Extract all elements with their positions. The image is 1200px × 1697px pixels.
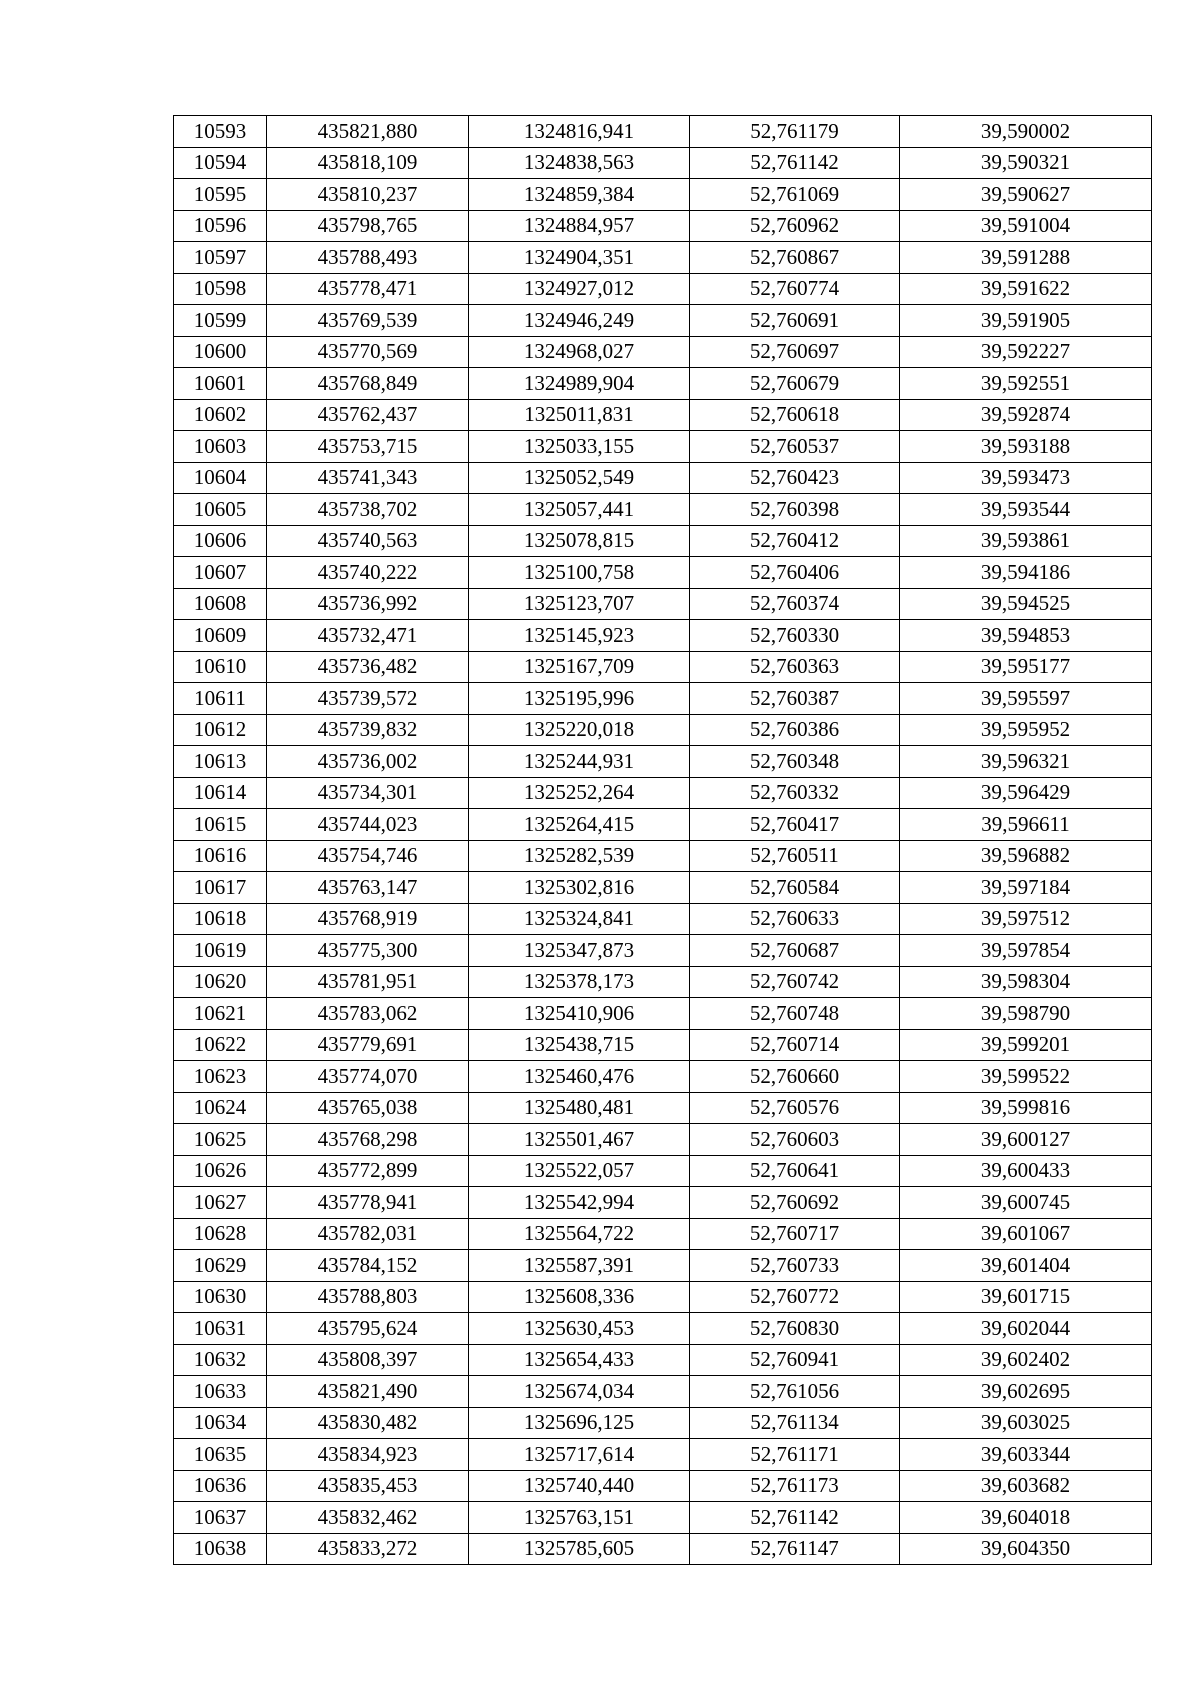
longitude-cell: 39,603025 [900, 1407, 1152, 1439]
table-row [174, 1092, 1152, 1124]
table-row [174, 336, 1152, 368]
latitude-cell: 52,760748 [690, 998, 900, 1030]
point-number-cell: 10634 [174, 1407, 267, 1439]
x-coordinate-cell: 435782,031 [267, 1218, 469, 1250]
y-coordinate-cell: 1324927,012 [469, 273, 690, 305]
longitude-cell: 39,592551 [900, 368, 1152, 400]
latitude-cell: 52,760733 [690, 1250, 900, 1282]
longitude-cell: 39,597184 [900, 872, 1152, 904]
y-coordinate-cell: 1325522,057 [469, 1155, 690, 1187]
point-number-cell: 10606 [174, 525, 267, 557]
longitude-cell: 39,595597 [900, 683, 1152, 715]
point-number-cell: 10599 [174, 305, 267, 337]
table-row [174, 1029, 1152, 1061]
latitude-cell: 52,760417 [690, 809, 900, 841]
x-coordinate-cell: 435736,992 [267, 588, 469, 620]
x-coordinate-cell: 435779,691 [267, 1029, 469, 1061]
y-coordinate-cell: 1325410,906 [469, 998, 690, 1030]
y-coordinate-cell: 1325033,155 [469, 431, 690, 463]
latitude-cell: 52,761134 [690, 1407, 900, 1439]
point-number-cell: 10621 [174, 998, 267, 1030]
table-row [174, 683, 1152, 715]
longitude-cell: 39,601067 [900, 1218, 1152, 1250]
y-coordinate-cell: 1325564,722 [469, 1218, 690, 1250]
latitude-cell: 52,760867 [690, 242, 900, 274]
y-coordinate-cell: 1325244,931 [469, 746, 690, 778]
y-coordinate-cell: 1325460,476 [469, 1061, 690, 1093]
longitude-cell: 39,591288 [900, 242, 1152, 274]
latitude-cell: 52,760692 [690, 1187, 900, 1219]
table-row [174, 116, 1152, 148]
table-row [174, 1376, 1152, 1408]
point-number-cell: 10597 [174, 242, 267, 274]
x-coordinate-cell: 435833,272 [267, 1533, 469, 1565]
table-row [174, 966, 1152, 998]
latitude-cell: 52,760941 [690, 1344, 900, 1376]
y-coordinate-cell: 1325052,549 [469, 462, 690, 494]
point-number-cell: 10637 [174, 1502, 267, 1534]
latitude-cell: 52,761173 [690, 1470, 900, 1502]
table-row [174, 557, 1152, 589]
longitude-cell: 39,596429 [900, 777, 1152, 809]
point-number-cell: 10627 [174, 1187, 267, 1219]
latitude-cell: 52,760697 [690, 336, 900, 368]
point-number-cell: 10596 [174, 210, 267, 242]
longitude-cell: 39,598790 [900, 998, 1152, 1030]
y-coordinate-cell: 1324946,249 [469, 305, 690, 337]
table-row [174, 746, 1152, 778]
x-coordinate-cell: 435770,569 [267, 336, 469, 368]
point-number-cell: 10603 [174, 431, 267, 463]
y-coordinate-cell: 1325100,758 [469, 557, 690, 589]
y-coordinate-cell: 1325324,841 [469, 903, 690, 935]
latitude-cell: 52,760603 [690, 1124, 900, 1156]
point-number-cell: 10616 [174, 840, 267, 872]
table-row [174, 1344, 1152, 1376]
point-number-cell: 10630 [174, 1281, 267, 1313]
point-number-cell: 10635 [174, 1439, 267, 1471]
x-coordinate-cell: 435739,572 [267, 683, 469, 715]
longitude-cell: 39,604350 [900, 1533, 1152, 1565]
x-coordinate-cell: 435768,919 [267, 903, 469, 935]
table-row [174, 1439, 1152, 1471]
latitude-cell: 52,760772 [690, 1281, 900, 1313]
table-row [174, 179, 1152, 211]
longitude-cell: 39,596882 [900, 840, 1152, 872]
y-coordinate-cell: 1324904,351 [469, 242, 690, 274]
longitude-cell: 39,593544 [900, 494, 1152, 526]
point-number-cell: 10618 [174, 903, 267, 935]
longitude-cell: 39,594186 [900, 557, 1152, 589]
point-number-cell: 10633 [174, 1376, 267, 1408]
longitude-cell: 39,603682 [900, 1470, 1152, 1502]
longitude-cell: 39,591622 [900, 273, 1152, 305]
longitude-cell: 39,600127 [900, 1124, 1152, 1156]
x-coordinate-cell: 435740,222 [267, 557, 469, 589]
x-coordinate-cell: 435821,490 [267, 1376, 469, 1408]
x-coordinate-cell: 435784,152 [267, 1250, 469, 1282]
x-coordinate-cell: 435763,147 [267, 872, 469, 904]
point-number-cell: 10605 [174, 494, 267, 526]
longitude-cell: 39,592874 [900, 399, 1152, 431]
longitude-cell: 39,590321 [900, 147, 1152, 179]
latitude-cell: 52,760618 [690, 399, 900, 431]
table-row [174, 998, 1152, 1030]
y-coordinate-cell: 1325011,831 [469, 399, 690, 431]
x-coordinate-cell: 435736,002 [267, 746, 469, 778]
x-coordinate-cell: 435768,298 [267, 1124, 469, 1156]
latitude-cell: 52,760348 [690, 746, 900, 778]
point-number-cell: 10598 [174, 273, 267, 305]
y-coordinate-cell: 1325123,707 [469, 588, 690, 620]
y-coordinate-cell: 1325252,264 [469, 777, 690, 809]
latitude-cell: 52,760660 [690, 1061, 900, 1093]
table-row [174, 777, 1152, 809]
x-coordinate-cell: 435775,300 [267, 935, 469, 967]
latitude-cell: 52,760511 [690, 840, 900, 872]
longitude-cell: 39,597854 [900, 935, 1152, 967]
table-row [174, 1407, 1152, 1439]
latitude-cell: 52,760714 [690, 1029, 900, 1061]
x-coordinate-cell: 435834,923 [267, 1439, 469, 1471]
table-row [174, 1155, 1152, 1187]
x-coordinate-cell: 435788,803 [267, 1281, 469, 1313]
y-coordinate-cell: 1325438,715 [469, 1029, 690, 1061]
latitude-cell: 52,760423 [690, 462, 900, 494]
longitude-cell: 39,600433 [900, 1155, 1152, 1187]
latitude-cell: 52,760687 [690, 935, 900, 967]
latitude-cell: 52,760412 [690, 525, 900, 557]
latitude-cell: 52,760717 [690, 1218, 900, 1250]
point-number-cell: 10632 [174, 1344, 267, 1376]
x-coordinate-cell: 435781,951 [267, 966, 469, 998]
point-number-cell: 10622 [174, 1029, 267, 1061]
table-row [174, 1533, 1152, 1565]
latitude-cell: 52,760387 [690, 683, 900, 715]
point-number-cell: 10593 [174, 116, 267, 148]
point-number-cell: 10631 [174, 1313, 267, 1345]
longitude-cell: 39,602044 [900, 1313, 1152, 1345]
table-row [174, 399, 1152, 431]
y-coordinate-cell: 1325145,923 [469, 620, 690, 652]
point-number-cell: 10608 [174, 588, 267, 620]
table-row [174, 1218, 1152, 1250]
point-number-cell: 10602 [174, 399, 267, 431]
y-coordinate-cell: 1325220,018 [469, 714, 690, 746]
y-coordinate-cell: 1325167,709 [469, 651, 690, 683]
longitude-cell: 39,591004 [900, 210, 1152, 242]
x-coordinate-cell: 435736,482 [267, 651, 469, 683]
table-row [174, 525, 1152, 557]
x-coordinate-cell: 435810,237 [267, 179, 469, 211]
x-coordinate-cell: 435778,471 [267, 273, 469, 305]
latitude-cell: 52,760363 [690, 651, 900, 683]
y-coordinate-cell: 1325654,433 [469, 1344, 690, 1376]
longitude-cell: 39,603344 [900, 1439, 1152, 1471]
longitude-cell: 39,604018 [900, 1502, 1152, 1534]
y-coordinate-cell: 1325195,996 [469, 683, 690, 715]
x-coordinate-cell: 435774,070 [267, 1061, 469, 1093]
latitude-cell: 52,760584 [690, 872, 900, 904]
table-row [174, 809, 1152, 841]
y-coordinate-cell: 1324968,027 [469, 336, 690, 368]
longitude-cell: 39,594525 [900, 588, 1152, 620]
point-number-cell: 10613 [174, 746, 267, 778]
latitude-cell: 52,761147 [690, 1533, 900, 1565]
table-row [174, 494, 1152, 526]
x-coordinate-cell: 435762,437 [267, 399, 469, 431]
x-coordinate-cell: 435740,563 [267, 525, 469, 557]
x-coordinate-cell: 435734,301 [267, 777, 469, 809]
table-row [174, 903, 1152, 935]
point-number-cell: 10619 [174, 935, 267, 967]
x-coordinate-cell: 435821,880 [267, 116, 469, 148]
latitude-cell: 52,760742 [690, 966, 900, 998]
table-row [174, 1061, 1152, 1093]
point-number-cell: 10626 [174, 1155, 267, 1187]
longitude-cell: 39,592227 [900, 336, 1152, 368]
table-row [174, 872, 1152, 904]
latitude-cell: 52,760641 [690, 1155, 900, 1187]
longitude-cell: 39,594853 [900, 620, 1152, 652]
point-number-cell: 10628 [174, 1218, 267, 1250]
latitude-cell: 52,760830 [690, 1313, 900, 1345]
point-number-cell: 10600 [174, 336, 267, 368]
y-coordinate-cell: 1325480,481 [469, 1092, 690, 1124]
point-number-cell: 10624 [174, 1092, 267, 1124]
latitude-cell: 52,760679 [690, 368, 900, 400]
x-coordinate-cell: 435832,462 [267, 1502, 469, 1534]
longitude-cell: 39,601715 [900, 1281, 1152, 1313]
x-coordinate-cell: 435754,746 [267, 840, 469, 872]
point-number-cell: 10625 [174, 1124, 267, 1156]
longitude-cell: 39,602402 [900, 1344, 1152, 1376]
table-row [174, 368, 1152, 400]
table-row [174, 273, 1152, 305]
y-coordinate-cell: 1325674,034 [469, 1376, 690, 1408]
y-coordinate-cell: 1325057,441 [469, 494, 690, 526]
x-coordinate-cell: 435808,397 [267, 1344, 469, 1376]
latitude-cell: 52,760774 [690, 273, 900, 305]
x-coordinate-cell: 435778,941 [267, 1187, 469, 1219]
y-coordinate-cell: 1324816,941 [469, 116, 690, 148]
longitude-cell: 39,599522 [900, 1061, 1152, 1093]
point-number-cell: 10610 [174, 651, 267, 683]
latitude-cell: 52,761171 [690, 1439, 900, 1471]
y-coordinate-cell: 1325282,539 [469, 840, 690, 872]
latitude-cell: 52,760332 [690, 777, 900, 809]
longitude-cell: 39,596321 [900, 746, 1152, 778]
latitude-cell: 52,761056 [690, 1376, 900, 1408]
longitude-cell: 39,591905 [900, 305, 1152, 337]
y-coordinate-cell: 1325378,173 [469, 966, 690, 998]
x-coordinate-cell: 435738,702 [267, 494, 469, 526]
point-number-cell: 10614 [174, 777, 267, 809]
table-row [174, 1187, 1152, 1219]
latitude-cell: 52,760398 [690, 494, 900, 526]
table-row [174, 1281, 1152, 1313]
longitude-cell: 39,598304 [900, 966, 1152, 998]
table-row [174, 588, 1152, 620]
point-number-cell: 10601 [174, 368, 267, 400]
longitude-cell: 39,590002 [900, 116, 1152, 148]
longitude-cell: 39,599201 [900, 1029, 1152, 1061]
point-number-cell: 10617 [174, 872, 267, 904]
point-number-cell: 10609 [174, 620, 267, 652]
latitude-cell: 52,760691 [690, 305, 900, 337]
y-coordinate-cell: 1325608,336 [469, 1281, 690, 1313]
y-coordinate-cell: 1325696,125 [469, 1407, 690, 1439]
x-coordinate-cell: 435768,849 [267, 368, 469, 400]
longitude-cell: 39,593188 [900, 431, 1152, 463]
longitude-cell: 39,601404 [900, 1250, 1152, 1282]
longitude-cell: 39,596611 [900, 809, 1152, 841]
table-row [174, 242, 1152, 274]
coordinates-table [173, 115, 1152, 1565]
y-coordinate-cell: 1325740,440 [469, 1470, 690, 1502]
table-row [174, 305, 1152, 337]
latitude-cell: 52,761142 [690, 1502, 900, 1534]
y-coordinate-cell: 1324989,904 [469, 368, 690, 400]
x-coordinate-cell: 435744,023 [267, 809, 469, 841]
point-number-cell: 10636 [174, 1470, 267, 1502]
x-coordinate-cell: 435830,482 [267, 1407, 469, 1439]
y-coordinate-cell: 1325630,453 [469, 1313, 690, 1345]
y-coordinate-cell: 1325302,816 [469, 872, 690, 904]
point-number-cell: 10623 [174, 1061, 267, 1093]
latitude-cell: 52,760576 [690, 1092, 900, 1124]
latitude-cell: 52,760537 [690, 431, 900, 463]
latitude-cell: 52,760962 [690, 210, 900, 242]
point-number-cell: 10612 [174, 714, 267, 746]
longitude-cell: 39,593861 [900, 525, 1152, 557]
point-number-cell: 10620 [174, 966, 267, 998]
x-coordinate-cell: 435795,624 [267, 1313, 469, 1345]
table-row [174, 651, 1152, 683]
y-coordinate-cell: 1325264,415 [469, 809, 690, 841]
latitude-cell: 52,760406 [690, 557, 900, 589]
x-coordinate-cell: 435772,899 [267, 1155, 469, 1187]
latitude-cell: 52,760633 [690, 903, 900, 935]
y-coordinate-cell: 1325501,467 [469, 1124, 690, 1156]
table-row [174, 147, 1152, 179]
table-row [174, 210, 1152, 242]
x-coordinate-cell: 435732,471 [267, 620, 469, 652]
latitude-cell: 52,760374 [690, 588, 900, 620]
y-coordinate-cell: 1325763,151 [469, 1502, 690, 1534]
longitude-cell: 39,590627 [900, 179, 1152, 211]
latitude-cell: 52,760330 [690, 620, 900, 652]
y-coordinate-cell: 1324838,563 [469, 147, 690, 179]
point-number-cell: 10615 [174, 809, 267, 841]
table-row [174, 1250, 1152, 1282]
table-row [174, 620, 1152, 652]
x-coordinate-cell: 435798,765 [267, 210, 469, 242]
x-coordinate-cell: 435765,038 [267, 1092, 469, 1124]
y-coordinate-cell: 1324884,957 [469, 210, 690, 242]
latitude-cell: 52,761142 [690, 147, 900, 179]
y-coordinate-cell: 1325587,391 [469, 1250, 690, 1282]
table-row [174, 1502, 1152, 1534]
y-coordinate-cell: 1325785,605 [469, 1533, 690, 1565]
x-coordinate-cell: 435769,539 [267, 305, 469, 337]
table-row [174, 714, 1152, 746]
longitude-cell: 39,593473 [900, 462, 1152, 494]
x-coordinate-cell: 435818,109 [267, 147, 469, 179]
table-row [174, 431, 1152, 463]
table-row [174, 1313, 1152, 1345]
longitude-cell: 39,595177 [900, 651, 1152, 683]
y-coordinate-cell: 1325347,873 [469, 935, 690, 967]
point-number-cell: 10638 [174, 1533, 267, 1565]
point-number-cell: 10604 [174, 462, 267, 494]
longitude-cell: 39,597512 [900, 903, 1152, 935]
x-coordinate-cell: 435739,832 [267, 714, 469, 746]
point-number-cell: 10594 [174, 147, 267, 179]
latitude-cell: 52,761069 [690, 179, 900, 211]
coordinates-table-body [174, 116, 1152, 1565]
table-row [174, 935, 1152, 967]
latitude-cell: 52,761179 [690, 116, 900, 148]
x-coordinate-cell: 435741,343 [267, 462, 469, 494]
point-number-cell: 10611 [174, 683, 267, 715]
longitude-cell: 39,595952 [900, 714, 1152, 746]
point-number-cell: 10629 [174, 1250, 267, 1282]
y-coordinate-cell: 1325717,614 [469, 1439, 690, 1471]
point-number-cell: 10607 [174, 557, 267, 589]
y-coordinate-cell: 1325078,815 [469, 525, 690, 557]
point-number-cell: 10595 [174, 179, 267, 211]
longitude-cell: 39,599816 [900, 1092, 1152, 1124]
table-row [174, 1124, 1152, 1156]
longitude-cell: 39,602695 [900, 1376, 1152, 1408]
longitude-cell: 39,600745 [900, 1187, 1152, 1219]
table-row [174, 840, 1152, 872]
x-coordinate-cell: 435788,493 [267, 242, 469, 274]
latitude-cell: 52,760386 [690, 714, 900, 746]
y-coordinate-cell: 1325542,994 [469, 1187, 690, 1219]
table-row [174, 462, 1152, 494]
x-coordinate-cell: 435753,715 [267, 431, 469, 463]
x-coordinate-cell: 435783,062 [267, 998, 469, 1030]
table-row [174, 1470, 1152, 1502]
x-coordinate-cell: 435835,453 [267, 1470, 469, 1502]
y-coordinate-cell: 1324859,384 [469, 179, 690, 211]
